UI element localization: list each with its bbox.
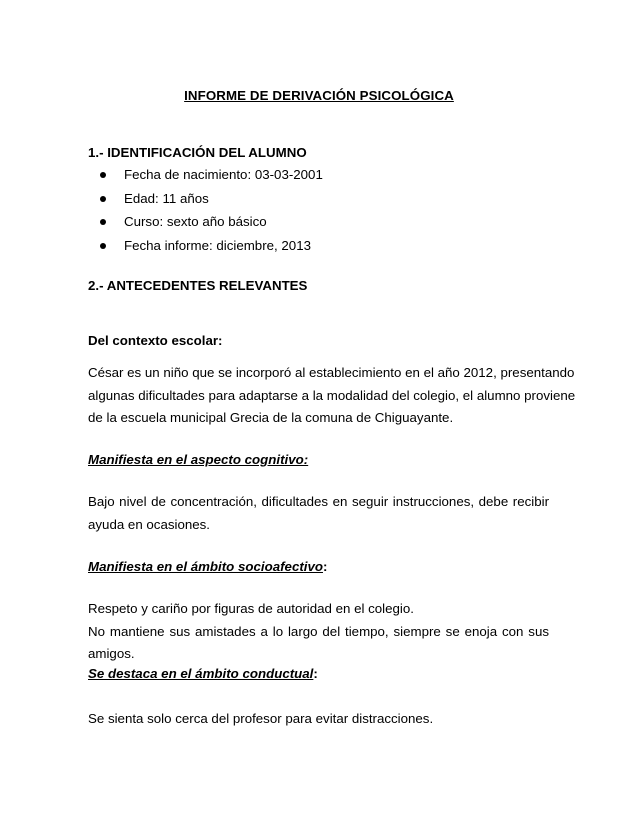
paragraph-line: Se sienta solo cerca del profesor para evitar distracciones. bbox=[88, 711, 434, 726]
cognitive-paragraph bbox=[88, 491, 549, 536]
paragraph-line: Respeto y cariño por figuras de autoridad en el colegio. bbox=[88, 601, 414, 616]
behavioral-heading-text: Se destaca en el ámbito conductual bbox=[88, 666, 314, 681]
heading-colon: : bbox=[322, 559, 328, 574]
paragraph-line: ayuda en ocasiones. bbox=[88, 516, 210, 532]
bullet-icon bbox=[100, 243, 106, 249]
socioaffective-heading bbox=[88, 559, 549, 574]
bullet-icon bbox=[100, 219, 106, 225]
school-context-heading: Del contexto escolar: bbox=[88, 333, 223, 348]
paragraph-line: No mantiene sus amistades a lo largo del tiempo, siempre se enoja con sus bbox=[88, 623, 549, 639]
student-info-list bbox=[98, 163, 323, 257]
cognitive-heading: Manifiesta en el aspecto cognitivo: bbox=[88, 452, 309, 467]
document-title: INFORME DE DERIVACIÓN PSICOLÓGICA bbox=[184, 88, 454, 103]
section-1-heading: 1.- IDENTIFICACIÓN DEL ALUMNO bbox=[88, 145, 307, 160]
list-item-text: Fecha informe: diciembre, 2013 bbox=[124, 237, 311, 253]
section-2-heading: 2.- ANTECEDENTES RELEVANTES bbox=[88, 278, 308, 293]
list-item bbox=[98, 210, 323, 234]
paragraph-line: Bajo nivel de concentración, dificultades en seguir instrucciones, debe recibir bbox=[88, 494, 549, 509]
socioaffective-paragraph bbox=[88, 598, 549, 666]
behavioral-paragraph bbox=[88, 708, 549, 731]
bullet-icon bbox=[100, 172, 106, 178]
paragraph-line: de la escuela municipal Grecia de la comuna de Chiguayante. bbox=[88, 410, 454, 425]
list-item-text: Curso: sexto año básico bbox=[124, 214, 267, 230]
list-item bbox=[98, 163, 323, 187]
socioaffective-heading-text: Manifiesta en el ámbito socioafectivo bbox=[88, 559, 323, 574]
bullet-icon bbox=[100, 196, 106, 202]
behavioral-heading bbox=[88, 666, 549, 681]
school-context-paragraph bbox=[88, 362, 576, 430]
paragraph-line: amigos. bbox=[88, 646, 135, 661]
list-item-text: Edad: 11 años bbox=[124, 190, 209, 206]
paragraph-line: algunas dificultades para adaptarse a la modalidad del colegio, el alumno proviene bbox=[88, 387, 576, 403]
list-item-text: Fecha de nacimiento: 03-03-2001 bbox=[124, 167, 323, 182]
list-item bbox=[98, 234, 323, 258]
heading-colon: : bbox=[313, 666, 318, 681]
paragraph-line: César es un niño que se incorporó al establecimiento en el año 2012, presentando bbox=[88, 365, 575, 380]
list-item bbox=[98, 187, 323, 211]
